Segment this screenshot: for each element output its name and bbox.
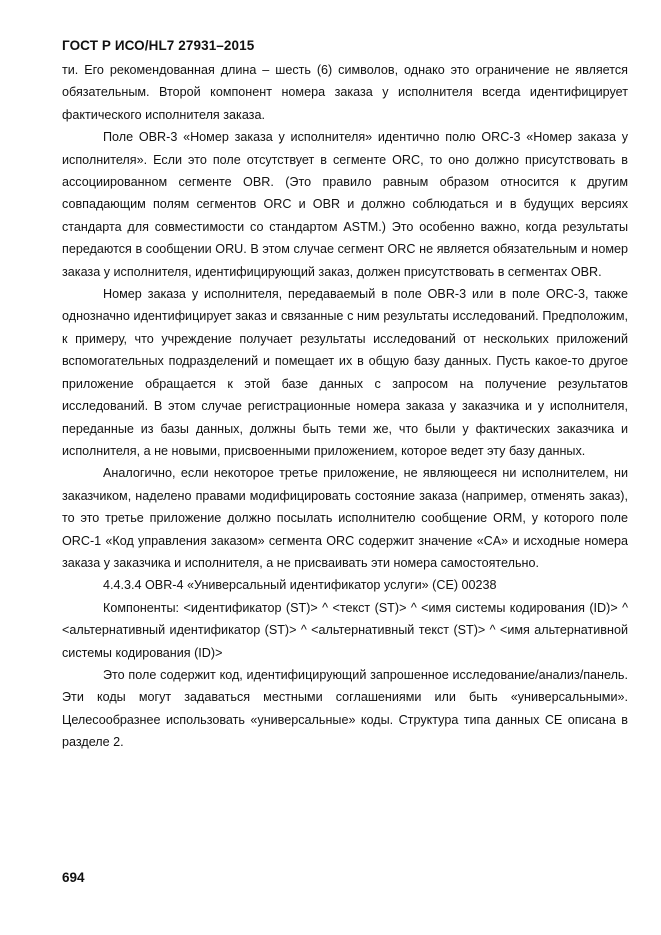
section-heading-4-4-3-4: 4.4.3.4 OBR-4 «Универсальный идентификатор услуги» (CE) 00238 <box>103 578 497 593</box>
standard-header: ГОСТ Р ИСО/HL7 27931–2015 <box>62 38 255 53</box>
paragraph-continuation: ти. Его рекомендованная длина – шесть (6) символов, однако это ограничение не является обязательным. Второй компонент номера заказа у исполнителя всегда идентифицирует фактического исполнителя заказа. <box>62 63 628 122</box>
paragraph-obr3: Поле OBR-3 «Номер заказа у исполнителя» идентично полю ORC-3 «Номер заказа у исполнителя». Если это поле отсутствует в сегменте ORC, то оно должно присутствовать в ассоциированном сегменте OBR. (Это правило равным образом относится к другим совпадающим полям сегментов ORC и OBR и должно соблюдаться и в будущих версиях стандарта для совместимости со стандартом ASTM.) Это особенно важно, когда результаты передаются в сообщении ORU. В этом случае сегмент ORC не является обязательным и номер заказа у исполнителя, идентифицирующий заказ, должен присутствовать в сегментах OBR. <box>62 130 628 279</box>
body-text <box>62 59 628 754</box>
paragraph-components: Компоненты: <идентификатор (ST)> ^ <текст (ST)> ^ <имя системы кодирования (ID)> ^ <альтернативный идентификатор (ST)> ^ <альтернативный текст (ST)> ^ <имя альтернативной системы кодирования (ID)> <box>62 600 628 660</box>
paragraph-third-application: Аналогично, если некоторое третье приложение, не являющееся ни исполнителем, ни заказчиком, наделено правами модифицировать состояние заказа (например, отменять заказ), то это третье приложение должно посылать исполнителю сообщение ORM, у которого поле ORC-1 «Код управления заказом» сегмента ORC содержит значение «CA» и исходные номера заказа у заказчика и исполнителя, а не присваивать эти номера самостоятельно. <box>62 466 628 570</box>
paragraph-field-description: Это поле содержит код, идентифицирующий запрошенное исследование/анализ/панель. Эти коды могут задаваться местными соглашениями или быть «универсальными». Целесообразнее использовать «универсальные» коды. Структура типа данных CE описана в разделе 2. <box>62 667 628 750</box>
page-number: 694 <box>62 870 85 885</box>
paragraph-filler-order-number: Номер заказа у исполнителя, передаваемый в поле OBR-3 или в поле ORC-3, также однозначно идентифицирует заказ и связанные с ним результаты исследований. Предположим, к примеру, что учреждение получает результаты исследований от нескольких приложений вспомогательных подразделений и помещает их в общую базу данных. Пусть какое-то другое приложение обращается к этой базе данных с запросом на получение результатов исследований. В этом случае регистрационные номера заказа у заказчика и у исполнителя, переданные из базы данных, должны быть теми же, что были у фактических заказчика и исполнителя, а не новыми, присвоенными приложением, которое ведет эту базу данных. <box>62 287 628 458</box>
